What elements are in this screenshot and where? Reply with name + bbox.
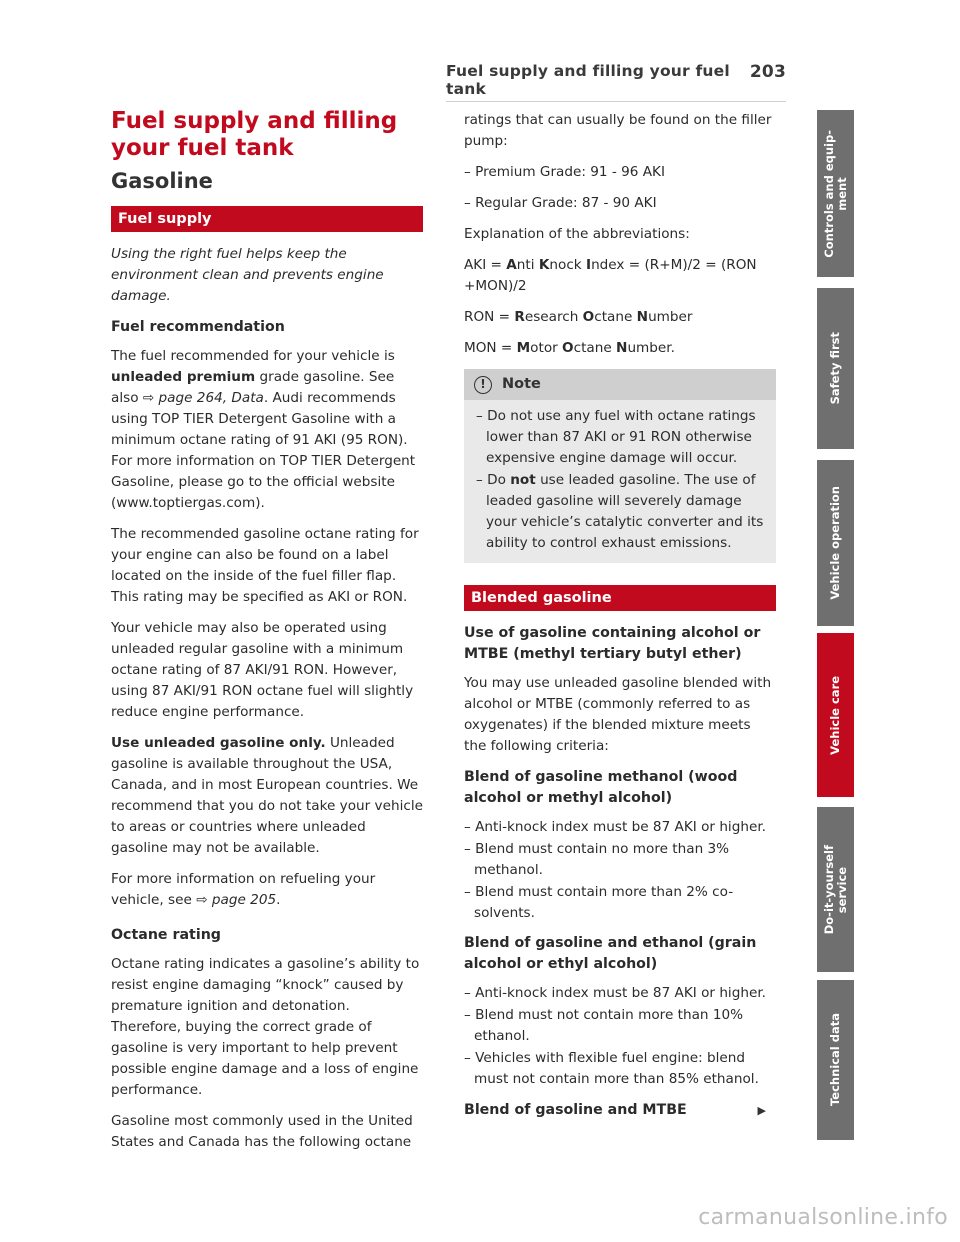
left-column — [111, 108, 423, 1163]
tab-label: Vehicle care — [828, 675, 842, 755]
paragraph-refueling — [111, 869, 423, 911]
running-header — [446, 62, 786, 102]
page-link-264[interactable]: ⇨ page 264, Data — [142, 390, 264, 406]
subhead-mtbe-label: Blend of gasoline and MTBE — [464, 1102, 687, 1118]
text-run: use leaded gasoline. The use of leaded gasoline will severely damage your vehicle’s catalytic converter and its ability to control exhaust emissions. — [486, 472, 764, 551]
chapter-title: Fuel supply and filling your fuel tank — [111, 108, 398, 161]
text-run: esearch — [524, 309, 583, 325]
text-run: For more information on refueling your vehicle, see — [111, 871, 376, 908]
tab-technical-data[interactable] — [817, 980, 854, 1140]
list-item: – Vehicles with flexible fuel engine: blend must not contain more than 85% ethanol. — [464, 1050, 759, 1087]
subhead-fuel-recommendation: Fuel recommendation — [111, 319, 285, 335]
list-item: – Blend must not contain more than 10% ethanol. — [464, 1007, 744, 1044]
watermark: carmanualsonline.info — [698, 1205, 948, 1230]
text-run: grade gasoline. See also — [111, 369, 395, 406]
grade-regular: – Regular Grade: 87 - 90 AKI — [464, 195, 657, 211]
emphasis: unleaded premium — [111, 369, 256, 385]
ethanol-criteria — [464, 983, 776, 1090]
list-item: – Blend must contain more than 2% co-solvents. — [464, 884, 734, 921]
tab-label: Vehicle operation — [828, 486, 842, 600]
tab-label: Controls and equip- ment — [821, 129, 849, 258]
text-run: ndex = (R+M)/2 = (RON +MON)/2 — [464, 257, 757, 294]
tab-label: Do-it-yourself service — [821, 844, 849, 935]
text-run: ctane — [573, 340, 617, 356]
note-box — [464, 369, 776, 563]
paragraph-octane-label: The recommended gasoline octane rating for your engine can also be found on a label located on the inside of the fuel filler flap. This rating may be specified as AKI or RON. — [111, 526, 419, 605]
page-number: 203 — [749, 62, 786, 82]
text-run: MON = — [464, 340, 517, 356]
emphasis: M — [516, 340, 531, 356]
subhead-alcohol-mtbe: Use of gasoline containing alcohol or MTBE (methyl tertiary butyl ether) — [464, 625, 761, 662]
section-title: Gasoline — [111, 169, 213, 193]
emphasis: O — [562, 340, 574, 356]
abbr-mon — [464, 338, 776, 359]
tab-safety-first[interactable] — [817, 288, 854, 449]
text-run: umber. — [627, 340, 675, 356]
emphasis: R — [514, 309, 525, 325]
text-run: nti — [516, 257, 539, 273]
note-header — [464, 369, 776, 400]
paragraph-filler-pump: ratings that can usually be found on the filler pump: — [464, 112, 772, 149]
header-title: Fuel supply and filling your fuel tank — [446, 62, 730, 98]
text-run: RON = — [464, 309, 515, 325]
abbr-ron — [464, 307, 776, 328]
intro-text: Using the right fuel helps keep the environment clean and prevents engine damage. — [111, 246, 384, 304]
continue-arrow-icon: ▶ — [757, 1104, 766, 1117]
paragraph-fuel-recommendation — [111, 346, 423, 514]
emphasis: Use unleaded gasoline only. — [111, 735, 326, 751]
text-run: . Audi recommends using TOP TIER Detergent Gasoline with a minimum octane rating of 91 AKI (95 RON). For more information on TOP TIER Detergent Gasoline, please go to the official website (www.toptiergas.com). — [111, 390, 416, 511]
tab-label: Safety first — [828, 332, 842, 405]
section-bar-fuel-supply: Fuel supply — [111, 206, 423, 232]
text-run: . — [276, 892, 281, 908]
abbreviations-intro: Explanation of the abbreviations: — [464, 226, 690, 242]
page-link-205[interactable]: ⇨ page 205 — [196, 892, 277, 908]
text-run: The fuel recommended for your vehicle is — [111, 348, 395, 364]
tab-controls-and-equipment[interactable] — [817, 110, 854, 277]
subhead-octane-rating: Octane rating — [111, 927, 221, 943]
note-item-leaded — [464, 470, 776, 554]
paragraph-unleaded-only — [111, 733, 423, 859]
text-run: ctane — [594, 309, 637, 325]
grade-premium: – Premium Grade: 91 - 96 AKI — [464, 164, 665, 180]
tab-vehicle-operation[interactable] — [817, 460, 854, 626]
paragraph-octane-common: Gasoline most commonly used in the United States and Canada has the following octane — [111, 1113, 413, 1150]
text-run: Unleaded gasoline is available throughout the USA, Canada, and in most European countries. We recommend that you do not take your vehicle to areas or countries where unleaded gasoline may not be available. — [111, 735, 423, 856]
paragraph-regular-gasoline: Your vehicle may also be operated using unleaded regular gasoline with a minimum octane rating of 87 AKI/91 RON. However, using 87 AKI/91 RON octane fuel will slightly reduce engine performance. — [111, 620, 414, 720]
right-column — [464, 110, 776, 1129]
emphasis: N — [616, 340, 628, 356]
paragraph-blended: You may use unleaded gasoline blended with alcohol or MTBE (commonly referred to as oxygenates) if the blended mixture meets the following criteria: — [464, 675, 772, 754]
methanol-criteria — [464, 817, 776, 924]
note-title: Note — [502, 376, 541, 392]
subhead-ethanol: Blend of gasoline and ethanol (grain alcohol or ethyl alcohol) — [464, 935, 757, 972]
text-run: AKI = — [464, 257, 507, 273]
emphasis: O — [582, 309, 595, 325]
list-item: – Blend must contain no more than 3% methanol. — [464, 841, 730, 878]
tab-vehicle-care[interactable] — [817, 633, 854, 797]
tab-do-it-yourself-service[interactable] — [817, 807, 854, 972]
emphasis: not — [510, 472, 536, 488]
abbr-aki — [464, 255, 776, 297]
tab-label: Technical data — [828, 1013, 842, 1107]
paragraph-octane-rating: Octane rating indicates a gasoline’s ability to resist engine damaging “knock” caused by premature ignition and detonation. Therefore, buying the correct grade of gasoline is very important to help prevent possible engine damage and a loss of engine performance. — [111, 956, 420, 1098]
text-run: umber — [648, 309, 693, 325]
text-run: otor — [530, 340, 563, 356]
text-run: nock — [549, 257, 586, 273]
emphasis: K — [538, 257, 550, 273]
exclamation-icon: ! — [474, 376, 492, 394]
list-item: – Anti-knock index must be 87 AKI or higher. — [464, 819, 766, 835]
emphasis: N — [636, 309, 649, 325]
note-item-octane: – Do not use any fuel with octane ratings lower than 87 AKI or 91 RON otherwise expensive engine damage will occur. — [476, 408, 756, 466]
section-bar-blended-gasoline: Blended gasoline — [464, 585, 776, 611]
list-item: – Anti-knock index must be 87 AKI or higher. — [464, 985, 766, 1001]
subhead-methanol: Blend of gasoline methanol (wood alcohol or methyl alcohol) — [464, 769, 738, 806]
subhead-mtbe — [464, 1100, 776, 1121]
emphasis: A — [506, 257, 517, 273]
emphasis: I — [586, 257, 592, 273]
text-run: – Do — [476, 472, 511, 488]
